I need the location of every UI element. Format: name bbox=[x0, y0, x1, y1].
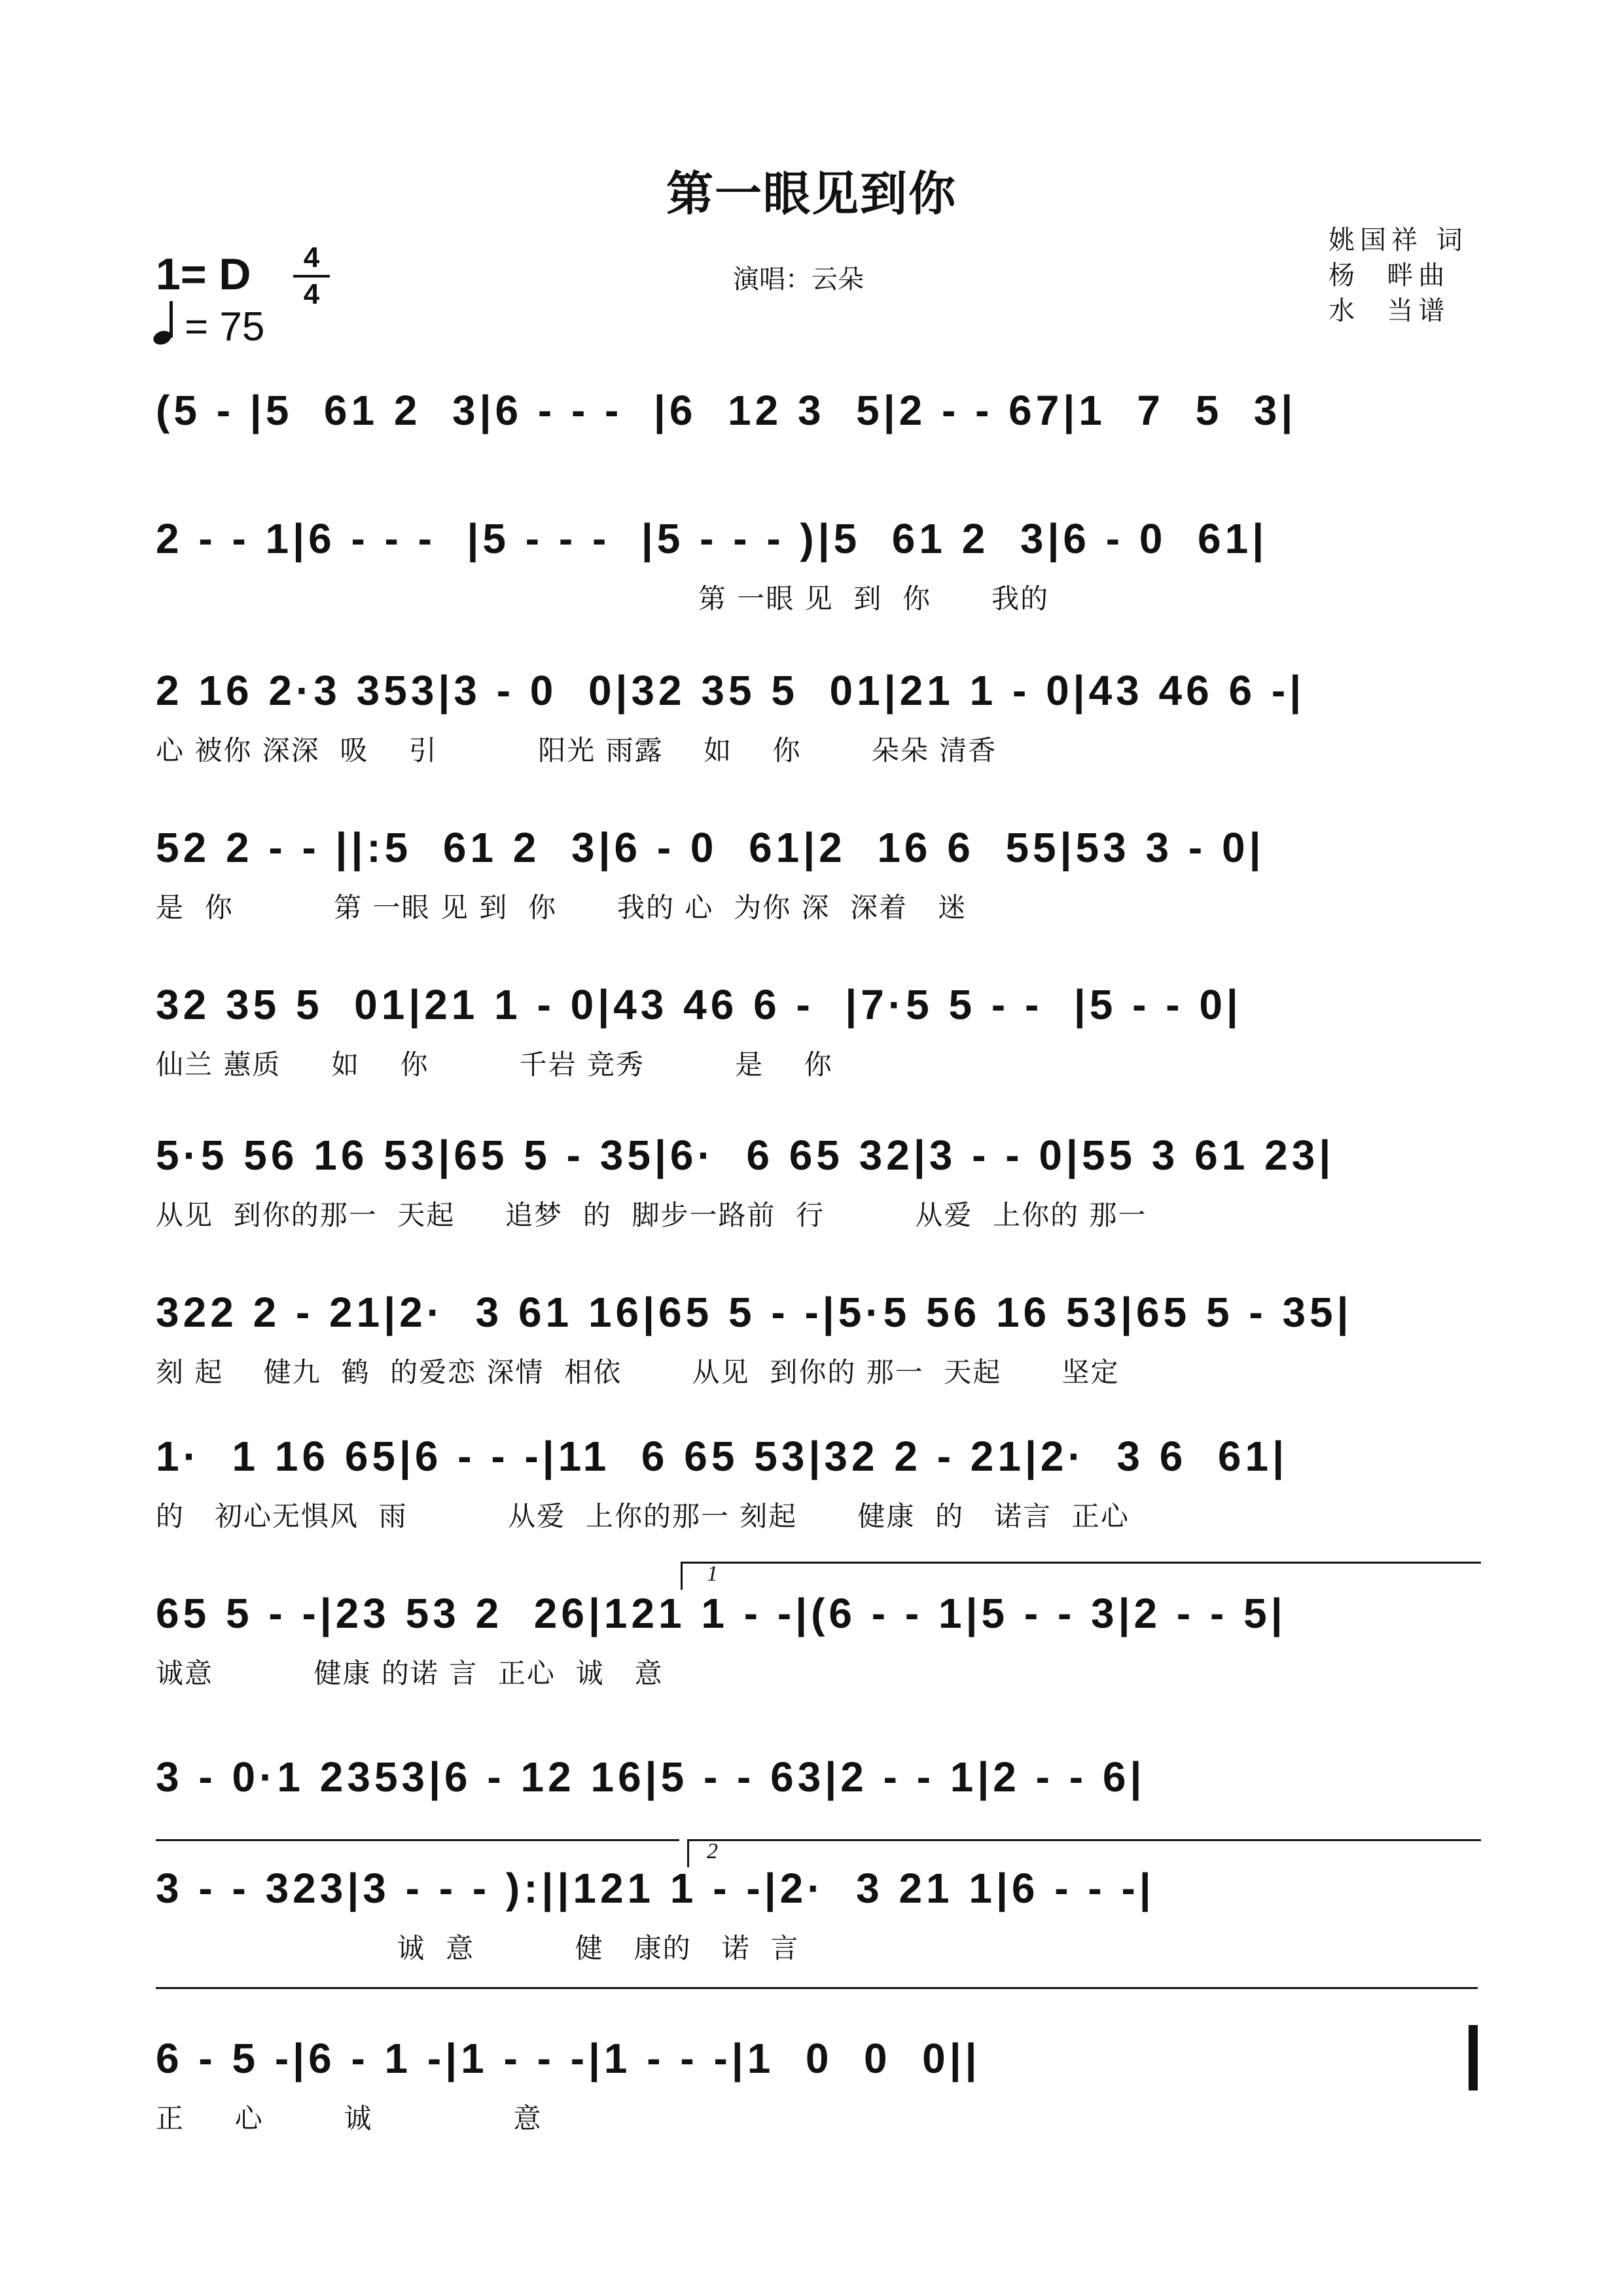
notation-line: 3 - - 323|3 - - - ):||121 1 - -|2· 3 21 1|6 - - -| bbox=[156, 1865, 1155, 1912]
lyric-line: 是 你 第 一眼 见 到 你 我的 心 为你 深 深着 迷 bbox=[156, 891, 967, 924]
notation-line: 5·5 56 16 53|65 5 - 35|6· 6 65 32|3 - - 0|55 3 61 23| bbox=[156, 1132, 1335, 1179]
volta-2-label: 2 bbox=[707, 1839, 718, 1863]
time-signature bbox=[293, 243, 330, 309]
lyric-line: 诚意 健康 的诺 言 正心 诚 意 bbox=[156, 1657, 664, 1689]
notation-line: 2 - - 1|6 - - - |5 - - - |5 - - - )|5 61 2 3|6 - 0 61| bbox=[156, 515, 1268, 562]
score-system-8 bbox=[156, 1420, 1478, 1564]
notation-line: 6 - 5 -|6 - 1 -|1 - - -|1 - - -|1 0 0 0|| bbox=[156, 2035, 981, 2082]
notation-line: 2 16 2·3 353|3 - 0 0|32 35 5 01|21 1 - 0|43 46 6 -| bbox=[156, 667, 1306, 714]
score-system-11 bbox=[156, 1852, 1478, 1996]
notation-line: 322 2 - 21|2· 3 61 16|65 5 - -|5·5 56 16 53|65 5 - 35| bbox=[156, 1289, 1353, 1336]
time-sig-divider bbox=[293, 275, 330, 278]
score-system-1 bbox=[156, 374, 1478, 518]
lyric-line: 刻 起 健九 鹤 的爱恋 深情 相依 从见 到你的 那一 天起 坚定 bbox=[156, 1356, 1120, 1388]
notation-line: 1· 1 16 65|6 - - -|11 6 65 53|32 2 - 21|2· 3 6 61| bbox=[156, 1433, 1288, 1480]
lyric-line: 正 心 诚 意 bbox=[156, 2102, 543, 2134]
lyric-line bbox=[156, 448, 1478, 493]
volta-1-label: 1 bbox=[707, 1562, 718, 1586]
lyric-line: 的 初心无惧风 雨 从爱 上你的那一 刻起 健康 的 诺言 正心 bbox=[156, 1500, 1130, 1532]
lyric-line: 仙兰 蕙质 如 你 千岩 竞秀 是 你 bbox=[156, 1049, 833, 1081]
volta-bracket-2-continued bbox=[156, 1987, 1478, 2015]
score-system-5 bbox=[156, 969, 1478, 1113]
notation-line: 65 5 - -|23 53 2 26|121 1 - -|(6 - - 1|5 - - 3|2 - - 5| bbox=[156, 1590, 1287, 1637]
notation-line: (5 - |5 61 2 3|6 - - - |6 12 3 5|2 - - 67|1 7 5 3| bbox=[156, 387, 1297, 434]
transcriber-credit: 水 当谱 bbox=[1329, 296, 1450, 326]
final-barline bbox=[1469, 2025, 1478, 2090]
lyric-line: 心 被你 深深 吸 引 阳光 雨露 如 你 朵朵 清香 bbox=[156, 734, 997, 766]
key-signature: 1= D bbox=[156, 249, 251, 299]
score-system-9 bbox=[156, 1577, 1478, 1721]
singer-credit: 演唱：云朵 bbox=[733, 264, 864, 295]
quarter-note-icon bbox=[152, 300, 185, 346]
time-sig-bottom: 4 bbox=[303, 278, 320, 310]
tempo-value: = 75 bbox=[185, 304, 265, 350]
time-sig-top: 4 bbox=[303, 242, 320, 274]
credits-block bbox=[1329, 223, 1468, 329]
score-system-2 bbox=[156, 503, 1478, 647]
lyric-line: 第 一眼 见 到 你 我的 bbox=[156, 583, 1050, 615]
tempo-marking bbox=[152, 300, 264, 350]
score-system-7 bbox=[156, 1276, 1478, 1420]
score-system-6 bbox=[156, 1119, 1478, 1263]
lyric-line: 诚 意 健 康的 诺 言 bbox=[156, 1932, 800, 1964]
lyricist-credit: 姚国祥 词 bbox=[1329, 225, 1468, 255]
page-title: 第一眼见到你 bbox=[666, 166, 957, 221]
score-system-3 bbox=[156, 655, 1478, 798]
score-system-12 bbox=[156, 2022, 1478, 2166]
composer-credit: 杨 畔曲 bbox=[1329, 260, 1450, 291]
notation-line: 52 2 - - ||:5 61 2 3|6 - 0 61|2 16 6 55|53 3 - 0| bbox=[156, 824, 1265, 871]
lyric-line: 从见 到你的那一 天起 追梦 的 脚步一路前 行 从爱 上你的 那一 bbox=[156, 1199, 1147, 1231]
notation-line: 3 - 0·1 2353|6 - 12 16|5 - - 63|2 - - 1|2 - - 6| bbox=[156, 1753, 1146, 1801]
notation-line: 32 35 5 01|21 1 - 0|43 46 6 - |7·5 5 - - |5 - - 0| bbox=[156, 981, 1242, 1028]
score-system-4 bbox=[156, 812, 1478, 956]
